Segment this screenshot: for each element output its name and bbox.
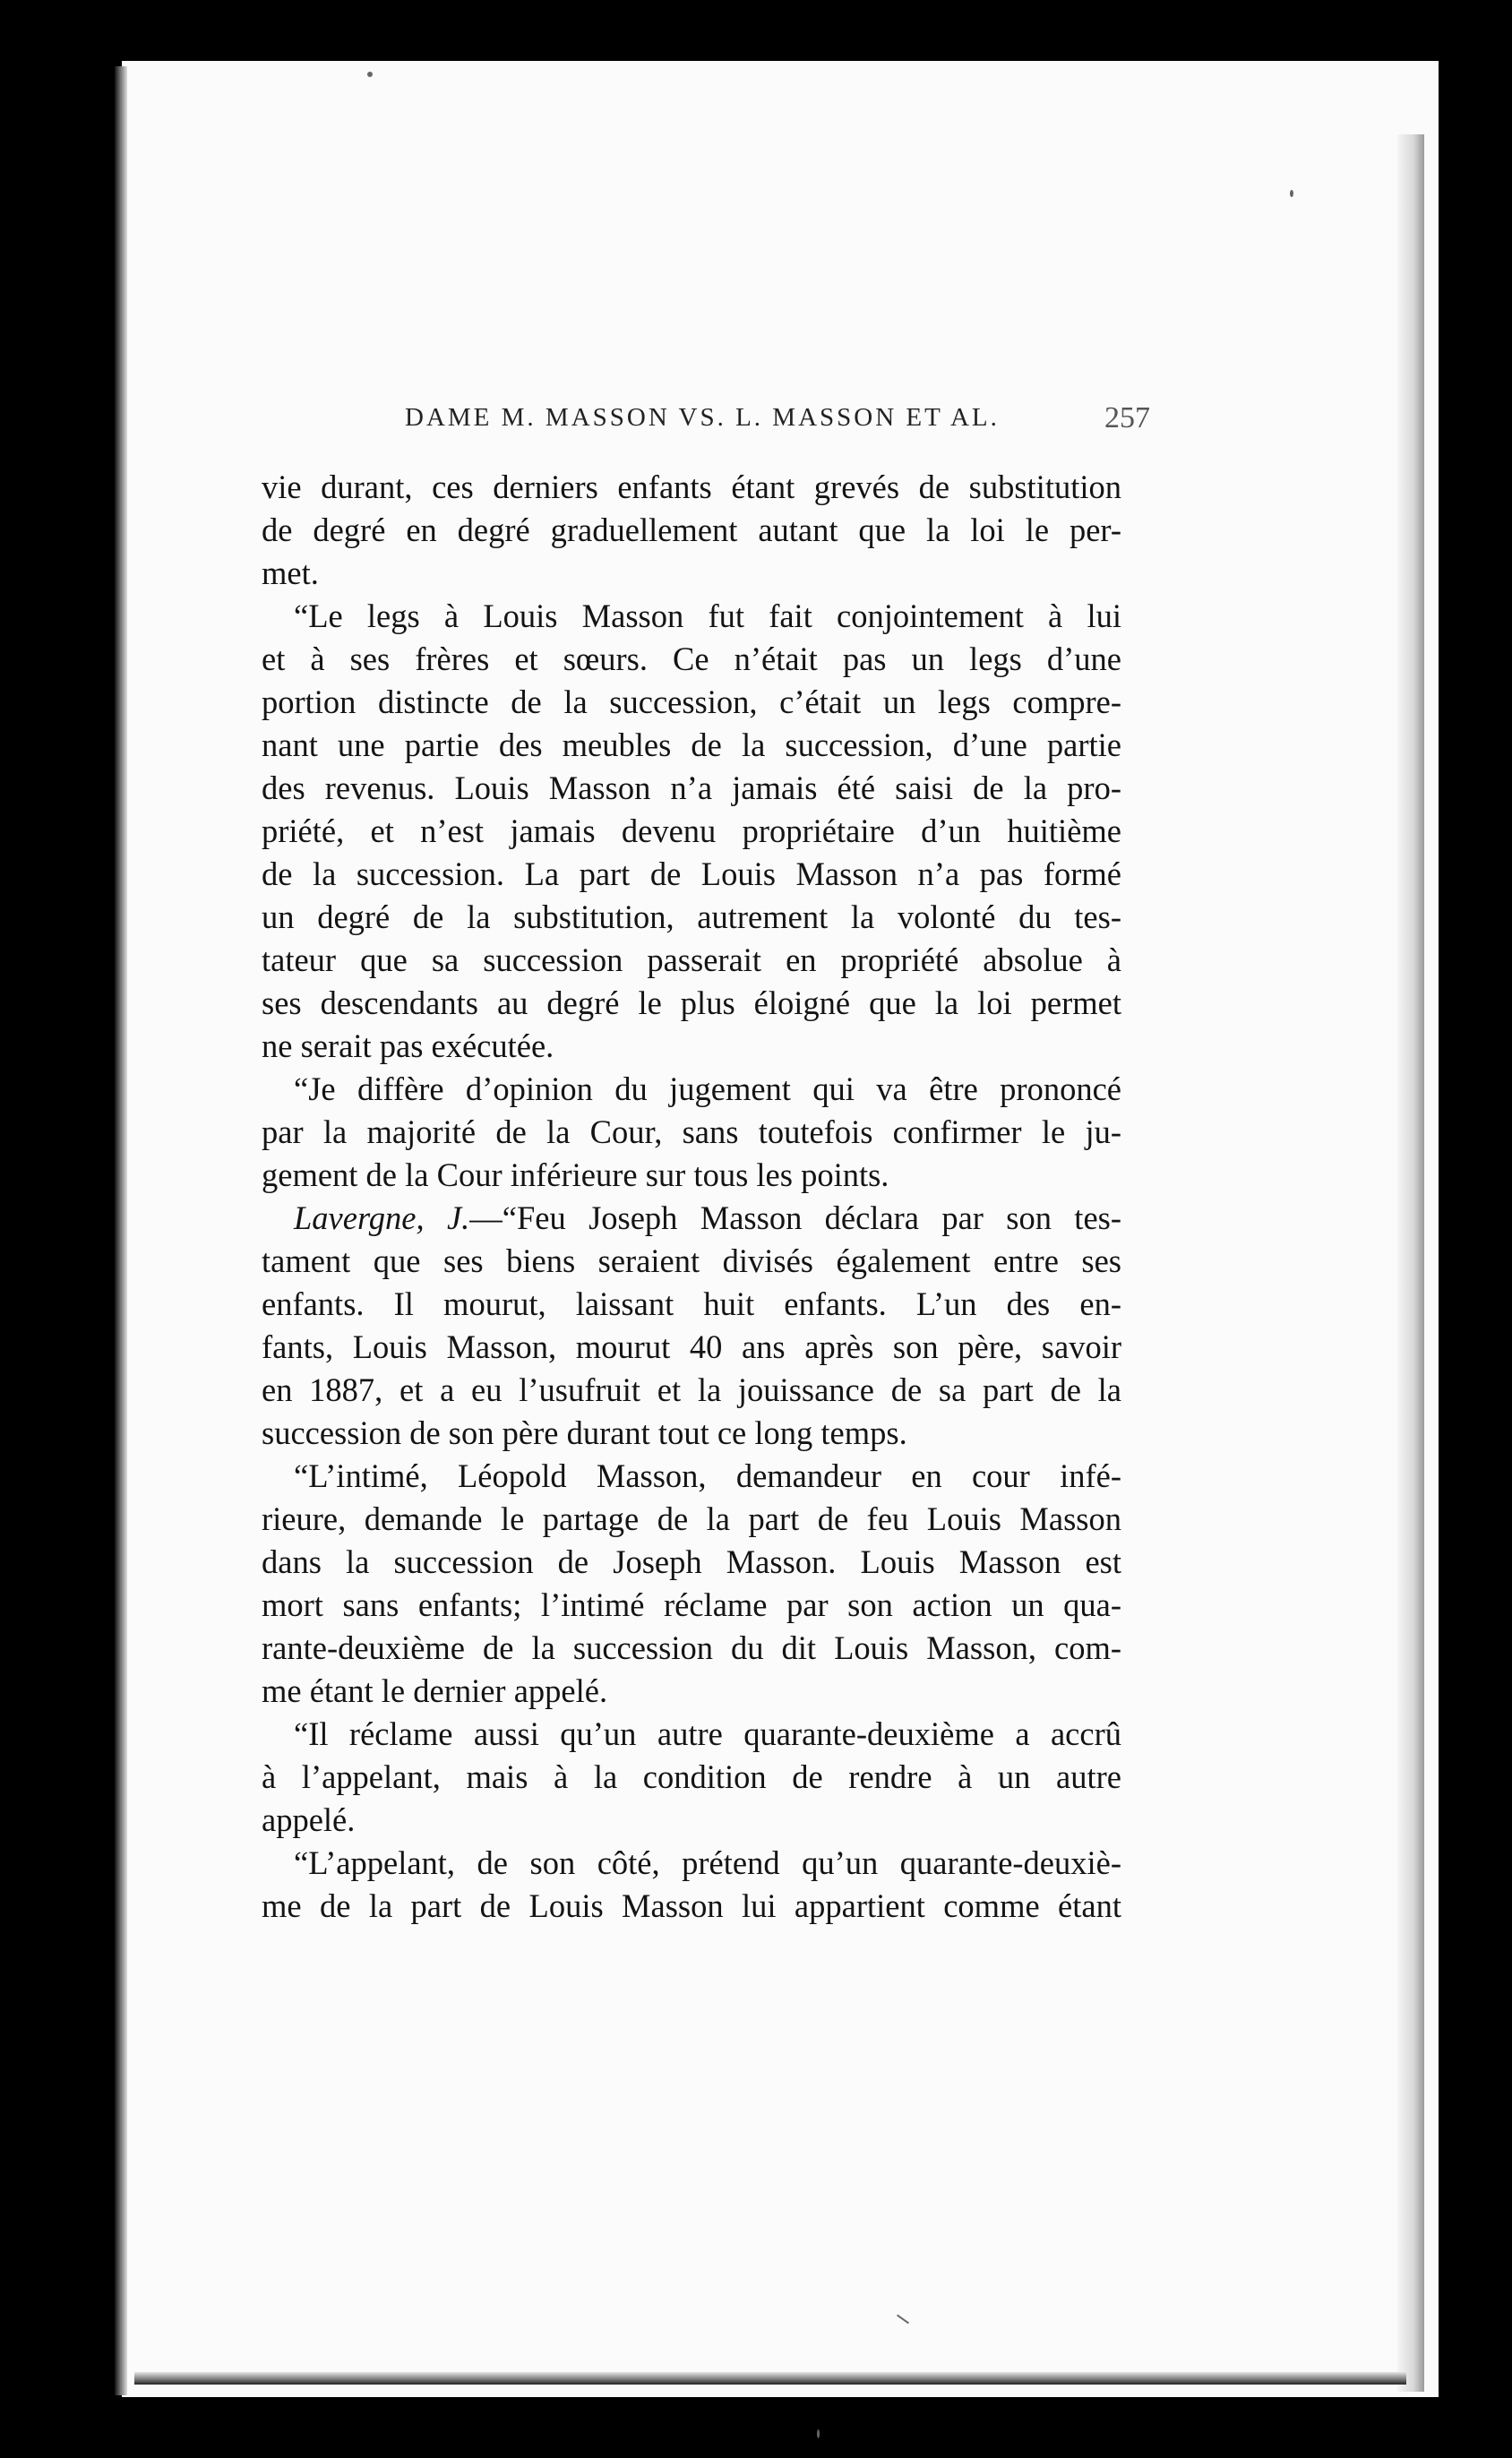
text-line: à l’appelant, mais à la condition de rendre à un autre (262, 1758, 1121, 1795)
page-header (405, 401, 1150, 441)
page-left-edge (115, 66, 127, 2395)
text-line: dans la succession de Joseph Masson. Louis Masson est (262, 1543, 1121, 1580)
text-line: gement de la Cour inférieure sur tous les points. (262, 1156, 889, 1193)
text-line: me étant le dernier appelé. (262, 1672, 608, 1709)
text-line: rante-deuxième de la succession du dit Louis Masson, com- (262, 1629, 1121, 1666)
text-line: de la succession. La part de Louis Masson n’a pas formé (262, 855, 1121, 892)
running-head: DAME M. MASSON VS. L. MASSON ET AL. (405, 403, 1000, 432)
text-line: appelé. (262, 1801, 356, 1838)
page-right-edge (1397, 134, 1424, 2392)
text-line: enfants. Il mourut, laissant huit enfants. L’un des en- (262, 1285, 1121, 1322)
text-line: “L’appelant, de son côté, prétend qu’un quarante-deuxiè- (294, 1844, 1121, 1881)
scan-speck (367, 72, 373, 77)
text-line: vie durant, ces derniers enfants étant grevés de substitution (262, 468, 1121, 505)
text-line: tateur que sa succession passerait en propriété absolue à (262, 941, 1121, 978)
text-line: mort sans enfants; l’intimé réclame par son action un qua- (262, 1586, 1121, 1623)
text-line: nant une partie des meubles de la succession, d’une partie (262, 726, 1121, 763)
text-line: fants, Louis Masson, mourut 40 ans après son père, savoir (262, 1328, 1121, 1365)
page-number: 257 (1104, 401, 1150, 434)
text-line: ne serait pas exécutée. (262, 1027, 554, 1064)
scan-speck (817, 2429, 820, 2438)
text-line: priété, et n’est jamais devenu propriétaire d’un huitième (262, 812, 1121, 849)
scan-speck (1290, 190, 1293, 197)
text-line: en 1887, et a eu l’usufruit et la jouissance de sa part de la (262, 1371, 1121, 1408)
text-line: “Je diffère d’opinion du jugement qui va être prononcé (294, 1070, 1121, 1107)
body-text (262, 466, 1121, 1928)
text-line: portion distincte de la succession, c’était un legs compre- (262, 683, 1121, 720)
text-line: et à ses frères et sœurs. Ce n’était pas un legs d’une (262, 640, 1121, 677)
text-line-rest: —“Feu Joseph Masson déclara par son tes- (469, 1199, 1121, 1236)
text-line: de degré en degré graduellement autant que la loi le per- (262, 511, 1121, 548)
text-line: “Il réclame aussi qu’un autre quarante-deuxième a accrû (294, 1715, 1121, 1752)
text-line: des revenus. Louis Masson n’a jamais été saisi de la pro- (262, 769, 1121, 806)
text-line: “Le legs à Louis Masson fut fait conjointement à lui (294, 597, 1121, 634)
text-line: par la majorité de la Cour, sans toutefois confirmer le ju- (262, 1113, 1121, 1150)
text-line: “L’intimé, Léopold Masson, demandeur en cour infé- (294, 1457, 1121, 1494)
text-line-lavergne (262, 1197, 1121, 1240)
text-line: me de la part de Louis Masson lui appartient comme étant (262, 1887, 1121, 1924)
judge-name: Lavergne, J. (294, 1199, 470, 1236)
text-line: rieure, demande le partage de la part de feu Louis Masson (262, 1500, 1121, 1537)
page-bottom-edge (134, 2372, 1406, 2385)
text-line: succession de son père durant tout ce long temps. (262, 1414, 907, 1451)
text-line: tament que ses biens seraient divisés également entre ses (262, 1242, 1121, 1279)
text-line: un degré de la substitution, autrement la volonté du tes- (262, 898, 1121, 935)
text-line: ses descendants au degré le plus éloigné que la loi permet (262, 984, 1121, 1021)
text-line: met. (262, 554, 319, 591)
